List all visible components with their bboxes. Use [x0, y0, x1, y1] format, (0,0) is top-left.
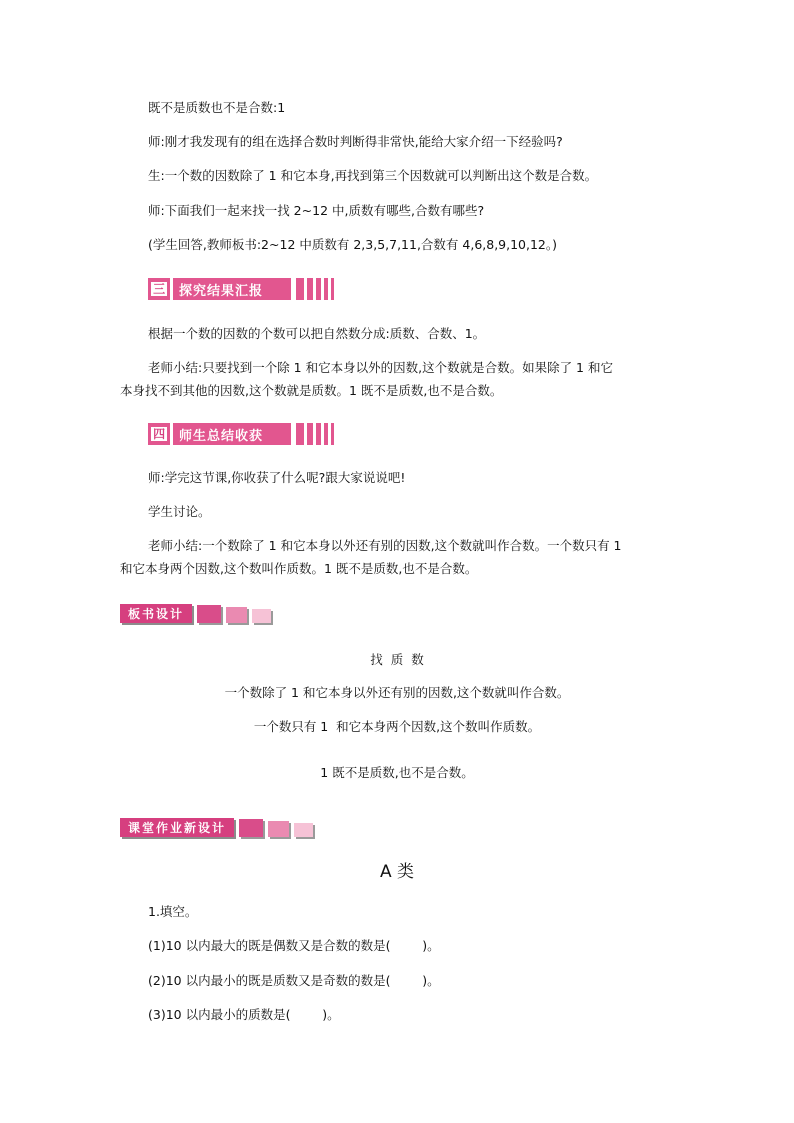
section-banner-3	[148, 278, 334, 300]
text-line: 师:下面我们一起来找一找 2~12 中,质数有哪些,合数有哪些?	[148, 203, 485, 218]
board-design-banner	[120, 604, 271, 623]
banner-label: 板书设计	[120, 604, 192, 623]
board-line: 一个数除了 1 和它本身以外还有别的因数,这个数就叫作合数。	[224, 685, 570, 700]
board-title	[0, 650, 794, 668]
text-line: 本身找不到其他的因数,这个数就是质数。1 既不是质数,也不是合数。	[120, 383, 503, 398]
decorative-square	[294, 823, 313, 837]
text-line: 师:学完这节课,你收获了什么呢?跟大家说说吧!	[148, 470, 406, 485]
decorative-square	[252, 609, 271, 623]
board-line: 1 既不是质数,也不是合数。	[320, 765, 474, 780]
section-banner-4	[148, 423, 334, 445]
decorative-square	[268, 821, 289, 837]
decorative-stripes	[293, 278, 334, 300]
board-line	[0, 717, 794, 735]
decorative-square	[197, 605, 221, 623]
question-item: (3)10 以内最小的质数是( )。	[148, 1007, 340, 1022]
section-title: 探究结果汇报	[173, 278, 291, 300]
category-heading: A 类	[379, 862, 415, 882]
question-title: 1.填空。	[148, 904, 198, 919]
decorative-square	[226, 607, 247, 623]
homework-banner	[120, 818, 313, 837]
text-line: 学生讨论。	[148, 504, 211, 519]
section-number-badge	[148, 423, 170, 445]
text-line: (学生回答,教师板书:2~12 中质数有 2,3,5,7,11,合数有 4,6,8,9,10,12。)	[148, 237, 558, 252]
text-line: 生:一个数的因数除了 1 和它本身,再找到第三个因数就可以判断出这个数是合数。	[148, 168, 598, 183]
banner-label: 课堂作业新设计	[120, 818, 234, 837]
board-title-text: 找 质 数	[370, 652, 424, 667]
section-number: 四	[153, 427, 166, 441]
question-item: (2)10 以内最小的既是质数又是奇数的数是( )。	[148, 973, 440, 988]
board-line-text: 一个数只有 1 和它本身两个因数,这个数叫作质数。	[253, 719, 541, 734]
decorative-stripes	[293, 423, 334, 445]
section-number: 三	[153, 282, 166, 296]
text-line: 老师小结:只要找到一个除 1 和它本身以外的因数,这个数就是合数。如果除了 1 和它	[148, 360, 613, 375]
section-title: 师生总结收获	[173, 423, 291, 445]
text-line: 和它本身两个因数,这个数叫作质数。1 既不是质数,也不是合数。	[120, 561, 478, 576]
text-line: 师:刚才我发现有的组在选择合数时判断得非常快,能给大家介绍一下经验吗?	[148, 134, 563, 149]
text-line: 老师小结:一个数除了 1 和它本身以外还有别的因数,这个数就叫作合数。一个数只有 1	[148, 538, 622, 553]
section-number-badge	[148, 278, 170, 300]
text-line: 根据一个数的因数的个数可以把自然数分成:质数、合数、1。	[148, 326, 486, 341]
text-line: 既不是质数也不是合数:1	[148, 100, 286, 115]
decorative-square	[239, 819, 263, 837]
question-item: (1)10 以内最大的既是偶数又是合数的数是( )。	[148, 938, 440, 953]
